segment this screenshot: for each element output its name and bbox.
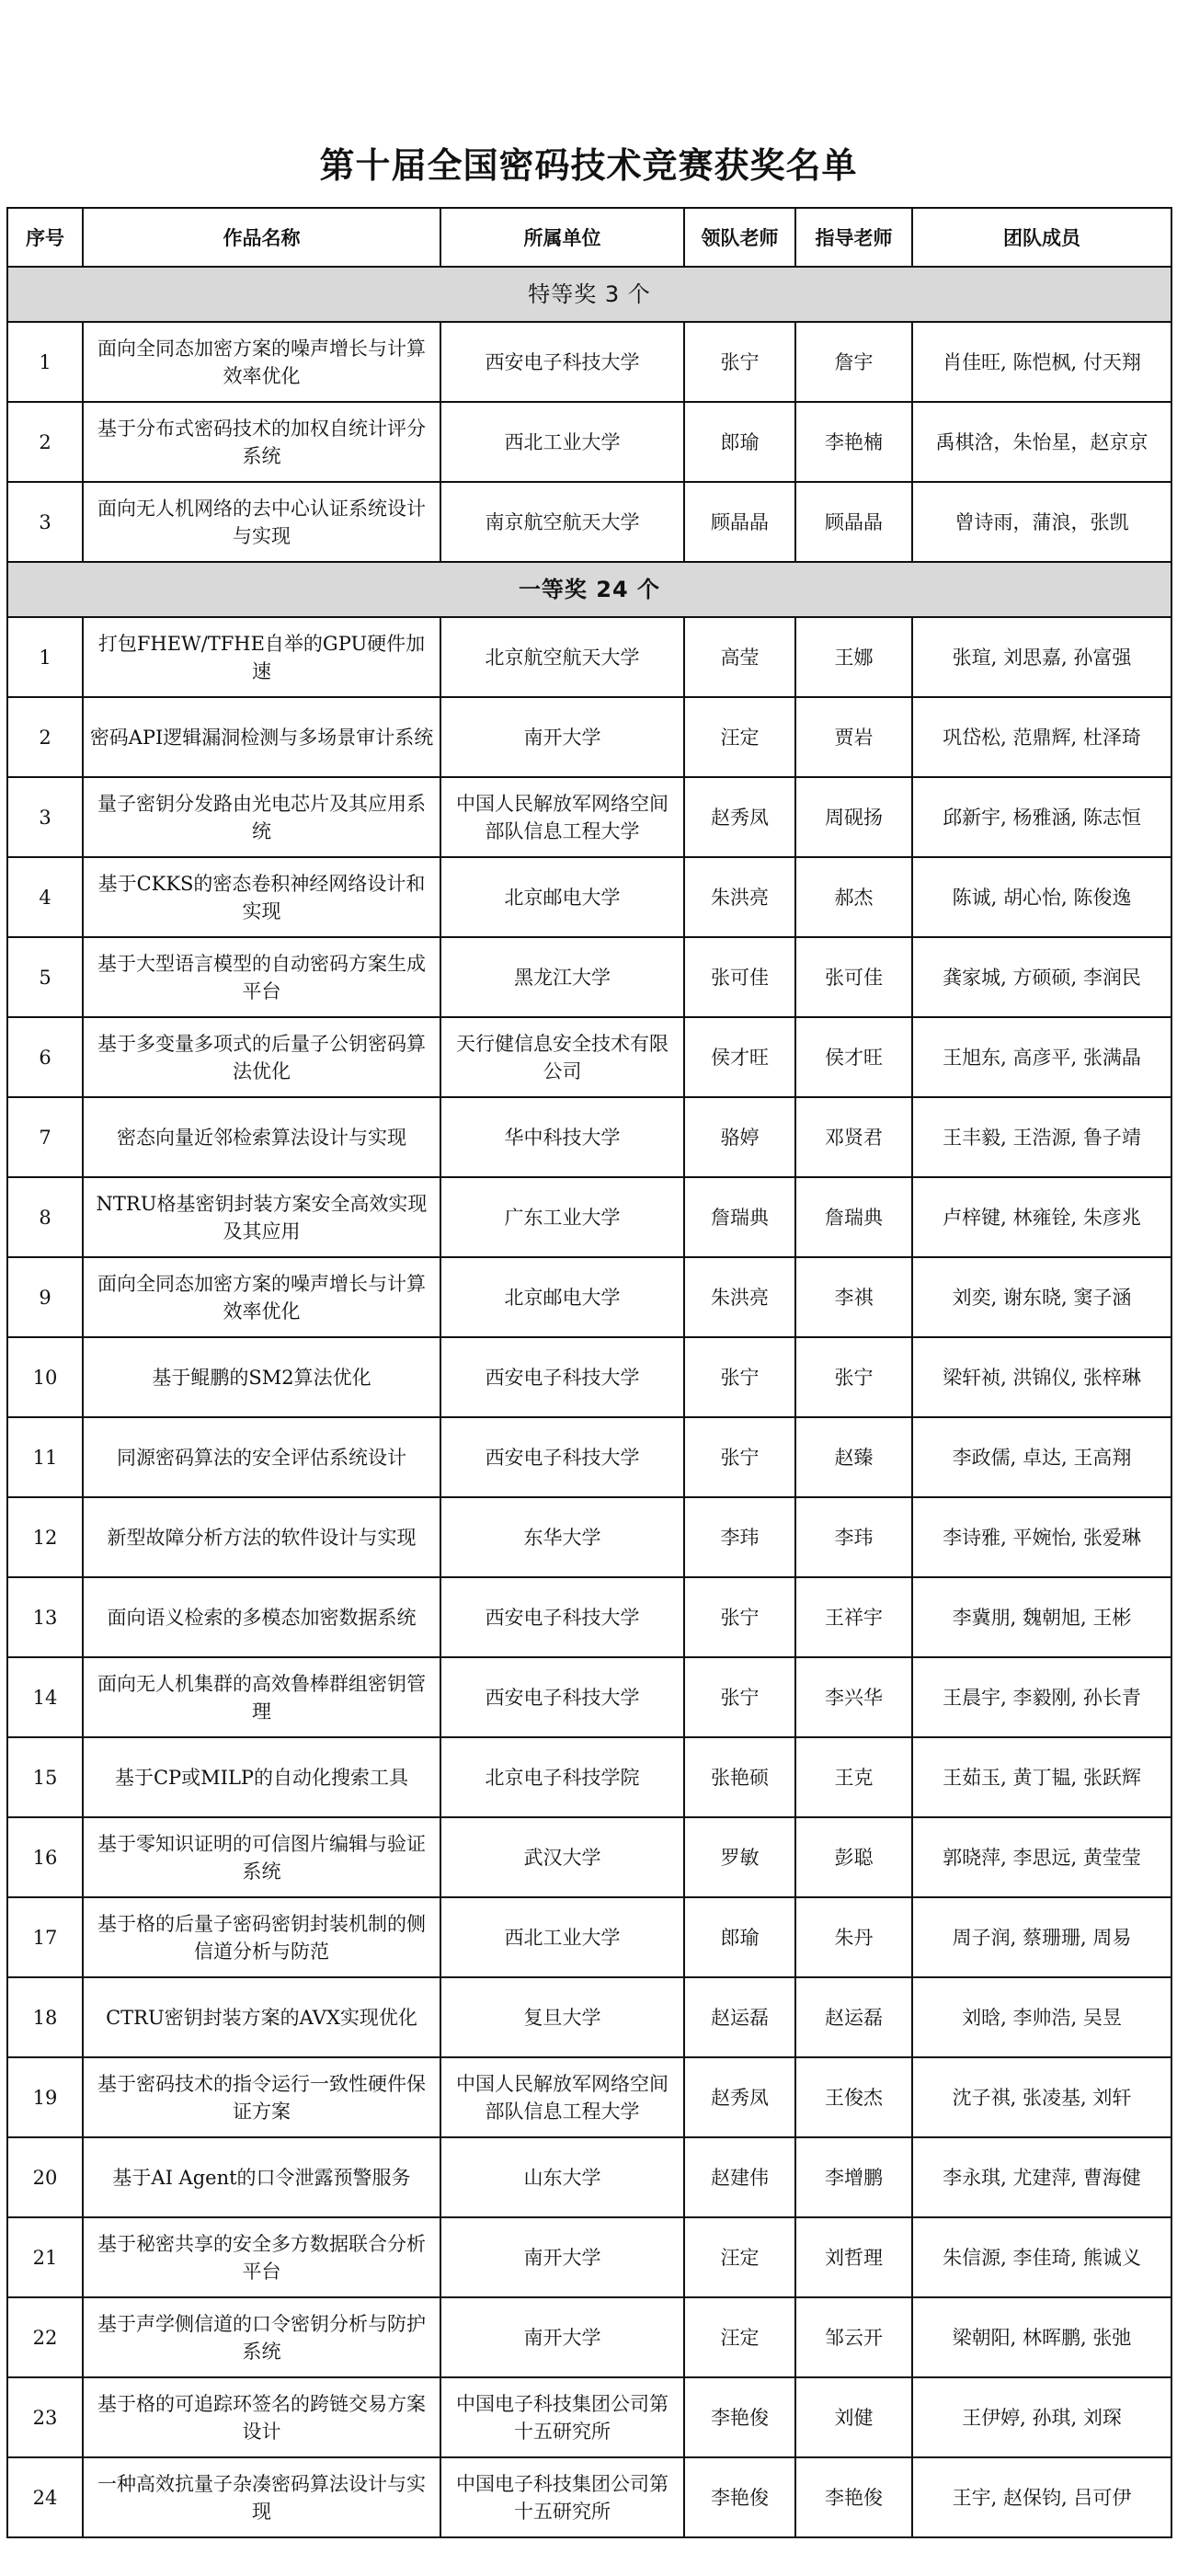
cell-leader: 汪定 bbox=[684, 697, 795, 777]
table-row bbox=[7, 1897, 1171, 1977]
cell-advisor: 周砚扬 bbox=[795, 777, 912, 857]
cell-advisor: 彭聪 bbox=[795, 1817, 912, 1897]
cell-members: 王宇, 赵保钧, 吕可伊 bbox=[912, 2457, 1171, 2537]
cell-unit: 西安电子科技大学 bbox=[440, 322, 684, 402]
cell-advisor: 刘健 bbox=[795, 2377, 912, 2457]
cell-members: 禹棋浛，朱怡星，赵京京 bbox=[912, 402, 1171, 482]
cell-title: NTRU格基密钥封装方案安全高效实现及其应用 bbox=[83, 1177, 440, 1257]
cell-members: 巩岱松, 范鼎辉, 杜泽琦 bbox=[912, 697, 1171, 777]
cell-title: 基于CP或MILP的自动化搜索工具 bbox=[83, 1737, 440, 1817]
cell-leader: 汪定 bbox=[684, 2297, 795, 2377]
section-row-first-prize bbox=[7, 562, 1171, 617]
cell-index: 6 bbox=[7, 1017, 83, 1097]
cell-members: 李诗雅, 平婉怡, 张爱琳 bbox=[912, 1497, 1171, 1577]
cell-leader: 郎瑜 bbox=[684, 1897, 795, 1977]
cell-title: 一种高效抗量子杂凑密码算法设计与实现 bbox=[83, 2457, 440, 2537]
cell-members: 周子润, 蔡珊珊, 周易 bbox=[912, 1897, 1171, 1977]
cell-unit: 山东大学 bbox=[440, 2137, 684, 2217]
cell-advisor: 贾岩 bbox=[795, 697, 912, 777]
header-leader: 领队老师 bbox=[684, 208, 795, 267]
table-row bbox=[7, 2057, 1171, 2137]
cell-leader: 赵运磊 bbox=[684, 1977, 795, 2057]
cell-leader: 侯才旺 bbox=[684, 1017, 795, 1097]
cell-advisor: 李祺 bbox=[795, 1257, 912, 1337]
cell-leader: 张宁 bbox=[684, 1657, 795, 1737]
cell-unit: 黑龙江大学 bbox=[440, 937, 684, 1017]
cell-index: 16 bbox=[7, 1817, 83, 1897]
cell-index: 17 bbox=[7, 1897, 83, 1977]
table-row bbox=[7, 322, 1171, 402]
cell-members: 沈子祺, 张凌基, 刘轩 bbox=[912, 2057, 1171, 2137]
page-title: 第十届全国密码技术竞赛获奖名单 bbox=[319, 145, 858, 186]
cell-index: 11 bbox=[7, 1417, 83, 1497]
section-label: 一等奖 24 个 bbox=[7, 562, 1171, 617]
cell-index: 10 bbox=[7, 1337, 83, 1417]
header-members: 团队成员 bbox=[912, 208, 1171, 267]
cell-members: 王晨宇, 李毅刚, 孙长青 bbox=[912, 1657, 1171, 1737]
table-row bbox=[7, 2297, 1171, 2377]
cell-members: 王茹玉, 黄丁韫, 张跃辉 bbox=[912, 1737, 1171, 1817]
cell-index: 3 bbox=[7, 482, 83, 562]
table-row bbox=[7, 402, 1171, 482]
cell-members: 梁轩祯, 洪锦仪, 张梓琳 bbox=[912, 1337, 1171, 1417]
cell-title: 密码API逻辑漏洞检测与多场景审计系统 bbox=[83, 697, 440, 777]
cell-advisor: 顾晶晶 bbox=[795, 482, 912, 562]
cell-leader: 郎瑜 bbox=[684, 402, 795, 482]
cell-title: 基于多变量多项式的后量子公钥密码算法优化 bbox=[83, 1017, 440, 1097]
table-row bbox=[7, 1017, 1171, 1097]
cell-unit: 南开大学 bbox=[440, 2297, 684, 2377]
cell-advisor: 王娜 bbox=[795, 617, 912, 697]
cell-members: 李政儒, 卓达, 王高翔 bbox=[912, 1417, 1171, 1497]
cell-members: 王丰毅, 王浩源, 鲁子靖 bbox=[912, 1097, 1171, 1177]
cell-advisor: 赵运磊 bbox=[795, 1977, 912, 2057]
cell-leader: 李玮 bbox=[684, 1497, 795, 1577]
cell-unit: 中国电子科技集团公司第十五研究所 bbox=[440, 2457, 684, 2537]
cell-title: 基于分布式密码技术的加权自统计评分系统 bbox=[83, 402, 440, 482]
cell-index: 22 bbox=[7, 2297, 83, 2377]
cell-leader: 朱洪亮 bbox=[684, 1257, 795, 1337]
cell-title: 基于鲲鹏的SM2算法优化 bbox=[83, 1337, 440, 1417]
cell-unit: 北京电子科技学院 bbox=[440, 1737, 684, 1817]
cell-title: 基于零知识证明的可信图片编辑与验证系统 bbox=[83, 1817, 440, 1897]
cell-advisor: 张可佳 bbox=[795, 937, 912, 1017]
awards-table bbox=[6, 207, 1172, 2538]
cell-title: 基于AI Agent的口令泄露预警服务 bbox=[83, 2137, 440, 2217]
cell-members: 曾诗雨，蒲浪，张凯 bbox=[912, 482, 1171, 562]
cell-members: 王伊婷, 孙琪, 刘琛 bbox=[912, 2377, 1171, 2457]
cell-advisor: 王俊杰 bbox=[795, 2057, 912, 2137]
table-row bbox=[7, 937, 1171, 1017]
cell-advisor: 李玮 bbox=[795, 1497, 912, 1577]
cell-title: 面向全同态加密方案的噪声增长与计算效率优化 bbox=[83, 322, 440, 402]
cell-unit: 西安电子科技大学 bbox=[440, 1577, 684, 1657]
cell-unit: 西安电子科技大学 bbox=[440, 1337, 684, 1417]
cell-index: 1 bbox=[7, 322, 83, 402]
cell-index: 7 bbox=[7, 1097, 83, 1177]
cell-index: 15 bbox=[7, 1737, 83, 1817]
cell-title: 基于声学侧信道的口令密钥分析与防护系统 bbox=[83, 2297, 440, 2377]
cell-title: 新型故障分析方法的软件设计与实现 bbox=[83, 1497, 440, 1577]
table-row bbox=[7, 1417, 1171, 1497]
table-row bbox=[7, 1257, 1171, 1337]
cell-leader: 汪定 bbox=[684, 2217, 795, 2297]
header-index: 序号 bbox=[7, 208, 83, 267]
cell-unit: 复旦大学 bbox=[440, 1977, 684, 2057]
cell-unit: 天行健信息安全技术有限公司 bbox=[440, 1017, 684, 1097]
cell-title: 打包FHEW/TFHE自举的GPU硬件加速 bbox=[83, 617, 440, 697]
cell-title: 面向无人机集群的高效鲁棒群组密钥管理 bbox=[83, 1657, 440, 1737]
cell-leader: 李艳俊 bbox=[684, 2377, 795, 2457]
cell-members: 邱新宇, 杨雅涵, 陈志恒 bbox=[912, 777, 1171, 857]
cell-leader: 赵秀凤 bbox=[684, 777, 795, 857]
cell-leader: 高莹 bbox=[684, 617, 795, 697]
table-row bbox=[7, 1577, 1171, 1657]
cell-title: 同源密码算法的安全评估系统设计 bbox=[83, 1417, 440, 1497]
cell-unit: 中国人民解放军网络空间部队信息工程大学 bbox=[440, 2057, 684, 2137]
cell-advisor: 李兴华 bbox=[795, 1657, 912, 1737]
section-label: 特等奖 3 个 bbox=[7, 267, 1171, 322]
cell-leader: 顾晶晶 bbox=[684, 482, 795, 562]
cell-title: 基于密码技术的指令运行一致性硬件保证方案 bbox=[83, 2057, 440, 2137]
cell-leader: 李艳俊 bbox=[684, 2457, 795, 2537]
table-row bbox=[7, 1657, 1171, 1737]
cell-index: 12 bbox=[7, 1497, 83, 1577]
cell-members: 张瑄, 刘思嘉, 孙富强 bbox=[912, 617, 1171, 697]
cell-title: 面向语义检索的多模态加密数据系统 bbox=[83, 1577, 440, 1657]
cell-members: 刘奕, 谢东晓, 窦子涵 bbox=[912, 1257, 1171, 1337]
cell-leader: 骆婷 bbox=[684, 1097, 795, 1177]
cell-unit: 广东工业大学 bbox=[440, 1177, 684, 1257]
table-row bbox=[7, 697, 1171, 777]
cell-unit: 西安电子科技大学 bbox=[440, 1417, 684, 1497]
cell-members: 王旭东, 高彦平, 张满晶 bbox=[912, 1017, 1171, 1097]
section-row-special-prize bbox=[7, 267, 1171, 322]
cell-index: 18 bbox=[7, 1977, 83, 2057]
table-row bbox=[7, 857, 1171, 937]
table-row bbox=[7, 1177, 1171, 1257]
cell-index: 19 bbox=[7, 2057, 83, 2137]
cell-advisor: 赵臻 bbox=[795, 1417, 912, 1497]
cell-advisor: 王克 bbox=[795, 1737, 912, 1817]
table-row bbox=[7, 1977, 1171, 2057]
cell-unit: 北京航空航天大学 bbox=[440, 617, 684, 697]
cell-unit: 中国电子科技集团公司第十五研究所 bbox=[440, 2377, 684, 2457]
cell-advisor: 詹宇 bbox=[795, 322, 912, 402]
cell-advisor: 邓贤君 bbox=[795, 1097, 912, 1177]
cell-unit: 西北工业大学 bbox=[440, 1897, 684, 1977]
table-row bbox=[7, 1097, 1171, 1177]
cell-members: 李永琪, 尤建萍, 曹海健 bbox=[912, 2137, 1171, 2217]
cell-index: 8 bbox=[7, 1177, 83, 1257]
table-row bbox=[7, 2137, 1171, 2217]
cell-unit: 华中科技大学 bbox=[440, 1097, 684, 1177]
cell-members: 朱信源, 李佳琦, 熊诚义 bbox=[912, 2217, 1171, 2297]
cell-members: 李冀朋, 魏朝旭, 王彬 bbox=[912, 1577, 1171, 1657]
cell-unit: 南开大学 bbox=[440, 697, 684, 777]
cell-index: 14 bbox=[7, 1657, 83, 1737]
cell-leader: 张宁 bbox=[684, 1417, 795, 1497]
table-row bbox=[7, 482, 1171, 562]
table-row bbox=[7, 777, 1171, 857]
cell-title: 量子密钥分发路由光电芯片及其应用系统 bbox=[83, 777, 440, 857]
table-row bbox=[7, 2457, 1171, 2537]
cell-index: 2 bbox=[7, 697, 83, 777]
cell-unit: 西安电子科技大学 bbox=[440, 1657, 684, 1737]
cell-advisor: 刘哲理 bbox=[795, 2217, 912, 2297]
cell-advisor: 王祥宇 bbox=[795, 1577, 912, 1657]
table-row bbox=[7, 1337, 1171, 1417]
table-row bbox=[7, 2217, 1171, 2297]
cell-title: CTRU密钥封装方案的AVX实现优化 bbox=[83, 1977, 440, 2057]
table-row bbox=[7, 617, 1171, 697]
cell-title: 基于秘密共享的安全多方数据联合分析平台 bbox=[83, 2217, 440, 2297]
header-row bbox=[7, 208, 1171, 267]
cell-unit: 北京邮电大学 bbox=[440, 857, 684, 937]
cell-advisor: 邹云开 bbox=[795, 2297, 912, 2377]
cell-title: 密态向量近邻检索算法设计与实现 bbox=[83, 1097, 440, 1177]
table-row bbox=[7, 1497, 1171, 1577]
header-advisor: 指导老师 bbox=[795, 208, 912, 267]
cell-unit: 北京邮电大学 bbox=[440, 1257, 684, 1337]
cell-advisor: 张宁 bbox=[795, 1337, 912, 1417]
cell-members: 陈诚, 胡心怡, 陈俊逸 bbox=[912, 857, 1171, 937]
cell-title: 基于CKKS的密态卷积神经网络设计和实现 bbox=[83, 857, 440, 937]
cell-index: 4 bbox=[7, 857, 83, 937]
cell-leader: 张宁 bbox=[684, 1577, 795, 1657]
cell-leader: 朱洪亮 bbox=[684, 857, 795, 937]
cell-unit: 南开大学 bbox=[440, 2217, 684, 2297]
cell-index: 3 bbox=[7, 777, 83, 857]
cell-members: 郭晓萍, 李思远, 黄莹莹 bbox=[912, 1817, 1171, 1897]
cell-index: 2 bbox=[7, 402, 83, 482]
cell-unit: 东华大学 bbox=[440, 1497, 684, 1577]
cell-members: 刘晗, 李帅浩, 吴昱 bbox=[912, 1977, 1171, 2057]
cell-title: 基于格的可追踪环签名的跨链交易方案设计 bbox=[83, 2377, 440, 2457]
cell-members: 卢梓键, 林雍铨, 朱彦兆 bbox=[912, 1177, 1171, 1257]
cell-title: 面向全同态加密方案的噪声增长与计算效率优化 bbox=[83, 1257, 440, 1337]
cell-members: 肖佳旺, 陈恺枫, 付天翔 bbox=[912, 322, 1171, 402]
cell-advisor: 郝杰 bbox=[795, 857, 912, 937]
cell-index: 23 bbox=[7, 2377, 83, 2457]
cell-index: 21 bbox=[7, 2217, 83, 2297]
cell-index: 20 bbox=[7, 2137, 83, 2217]
cell-unit: 西北工业大学 bbox=[440, 402, 684, 482]
cell-advisor: 朱丹 bbox=[795, 1897, 912, 1977]
table-row bbox=[7, 2377, 1171, 2457]
cell-title: 基于大型语言模型的自动密码方案生成平台 bbox=[83, 937, 440, 1017]
table-row bbox=[7, 1817, 1171, 1897]
cell-unit: 中国人民解放军网络空间部队信息工程大学 bbox=[440, 777, 684, 857]
table-row bbox=[7, 1737, 1171, 1817]
cell-unit: 武汉大学 bbox=[440, 1817, 684, 1897]
cell-advisor: 李艳楠 bbox=[795, 402, 912, 482]
cell-advisor: 詹瑞典 bbox=[795, 1177, 912, 1257]
cell-title: 面向无人机网络的去中心认证系统设计与实现 bbox=[83, 482, 440, 562]
cell-leader: 张艳硕 bbox=[684, 1737, 795, 1817]
cell-members: 梁朝阳, 林晖鹏, 张弛 bbox=[912, 2297, 1171, 2377]
cell-members: 龚家城, 方硕硕, 李润民 bbox=[912, 937, 1171, 1017]
cell-leader: 赵秀凤 bbox=[684, 2057, 795, 2137]
header-unit: 所属单位 bbox=[440, 208, 684, 267]
header-title: 作品名称 bbox=[83, 208, 440, 267]
cell-index: 9 bbox=[7, 1257, 83, 1337]
cell-index: 5 bbox=[7, 937, 83, 1017]
cell-leader: 张宁 bbox=[684, 1337, 795, 1417]
cell-leader: 罗敏 bbox=[684, 1817, 795, 1897]
cell-advisor: 李增鹏 bbox=[795, 2137, 912, 2217]
cell-leader: 赵建伟 bbox=[684, 2137, 795, 2217]
cell-index: 13 bbox=[7, 1577, 83, 1657]
cell-index: 1 bbox=[7, 617, 83, 697]
cell-unit: 南京航空航天大学 bbox=[440, 482, 684, 562]
cell-advisor: 李艳俊 bbox=[795, 2457, 912, 2537]
cell-index: 24 bbox=[7, 2457, 83, 2537]
cell-title: 基于格的后量子密码密钥封装机制的侧信道分析与防范 bbox=[83, 1897, 440, 1977]
cell-leader: 张宁 bbox=[684, 322, 795, 402]
cell-leader: 詹瑞典 bbox=[684, 1177, 795, 1257]
cell-advisor: 侯才旺 bbox=[795, 1017, 912, 1097]
cell-leader: 张可佳 bbox=[684, 937, 795, 1017]
